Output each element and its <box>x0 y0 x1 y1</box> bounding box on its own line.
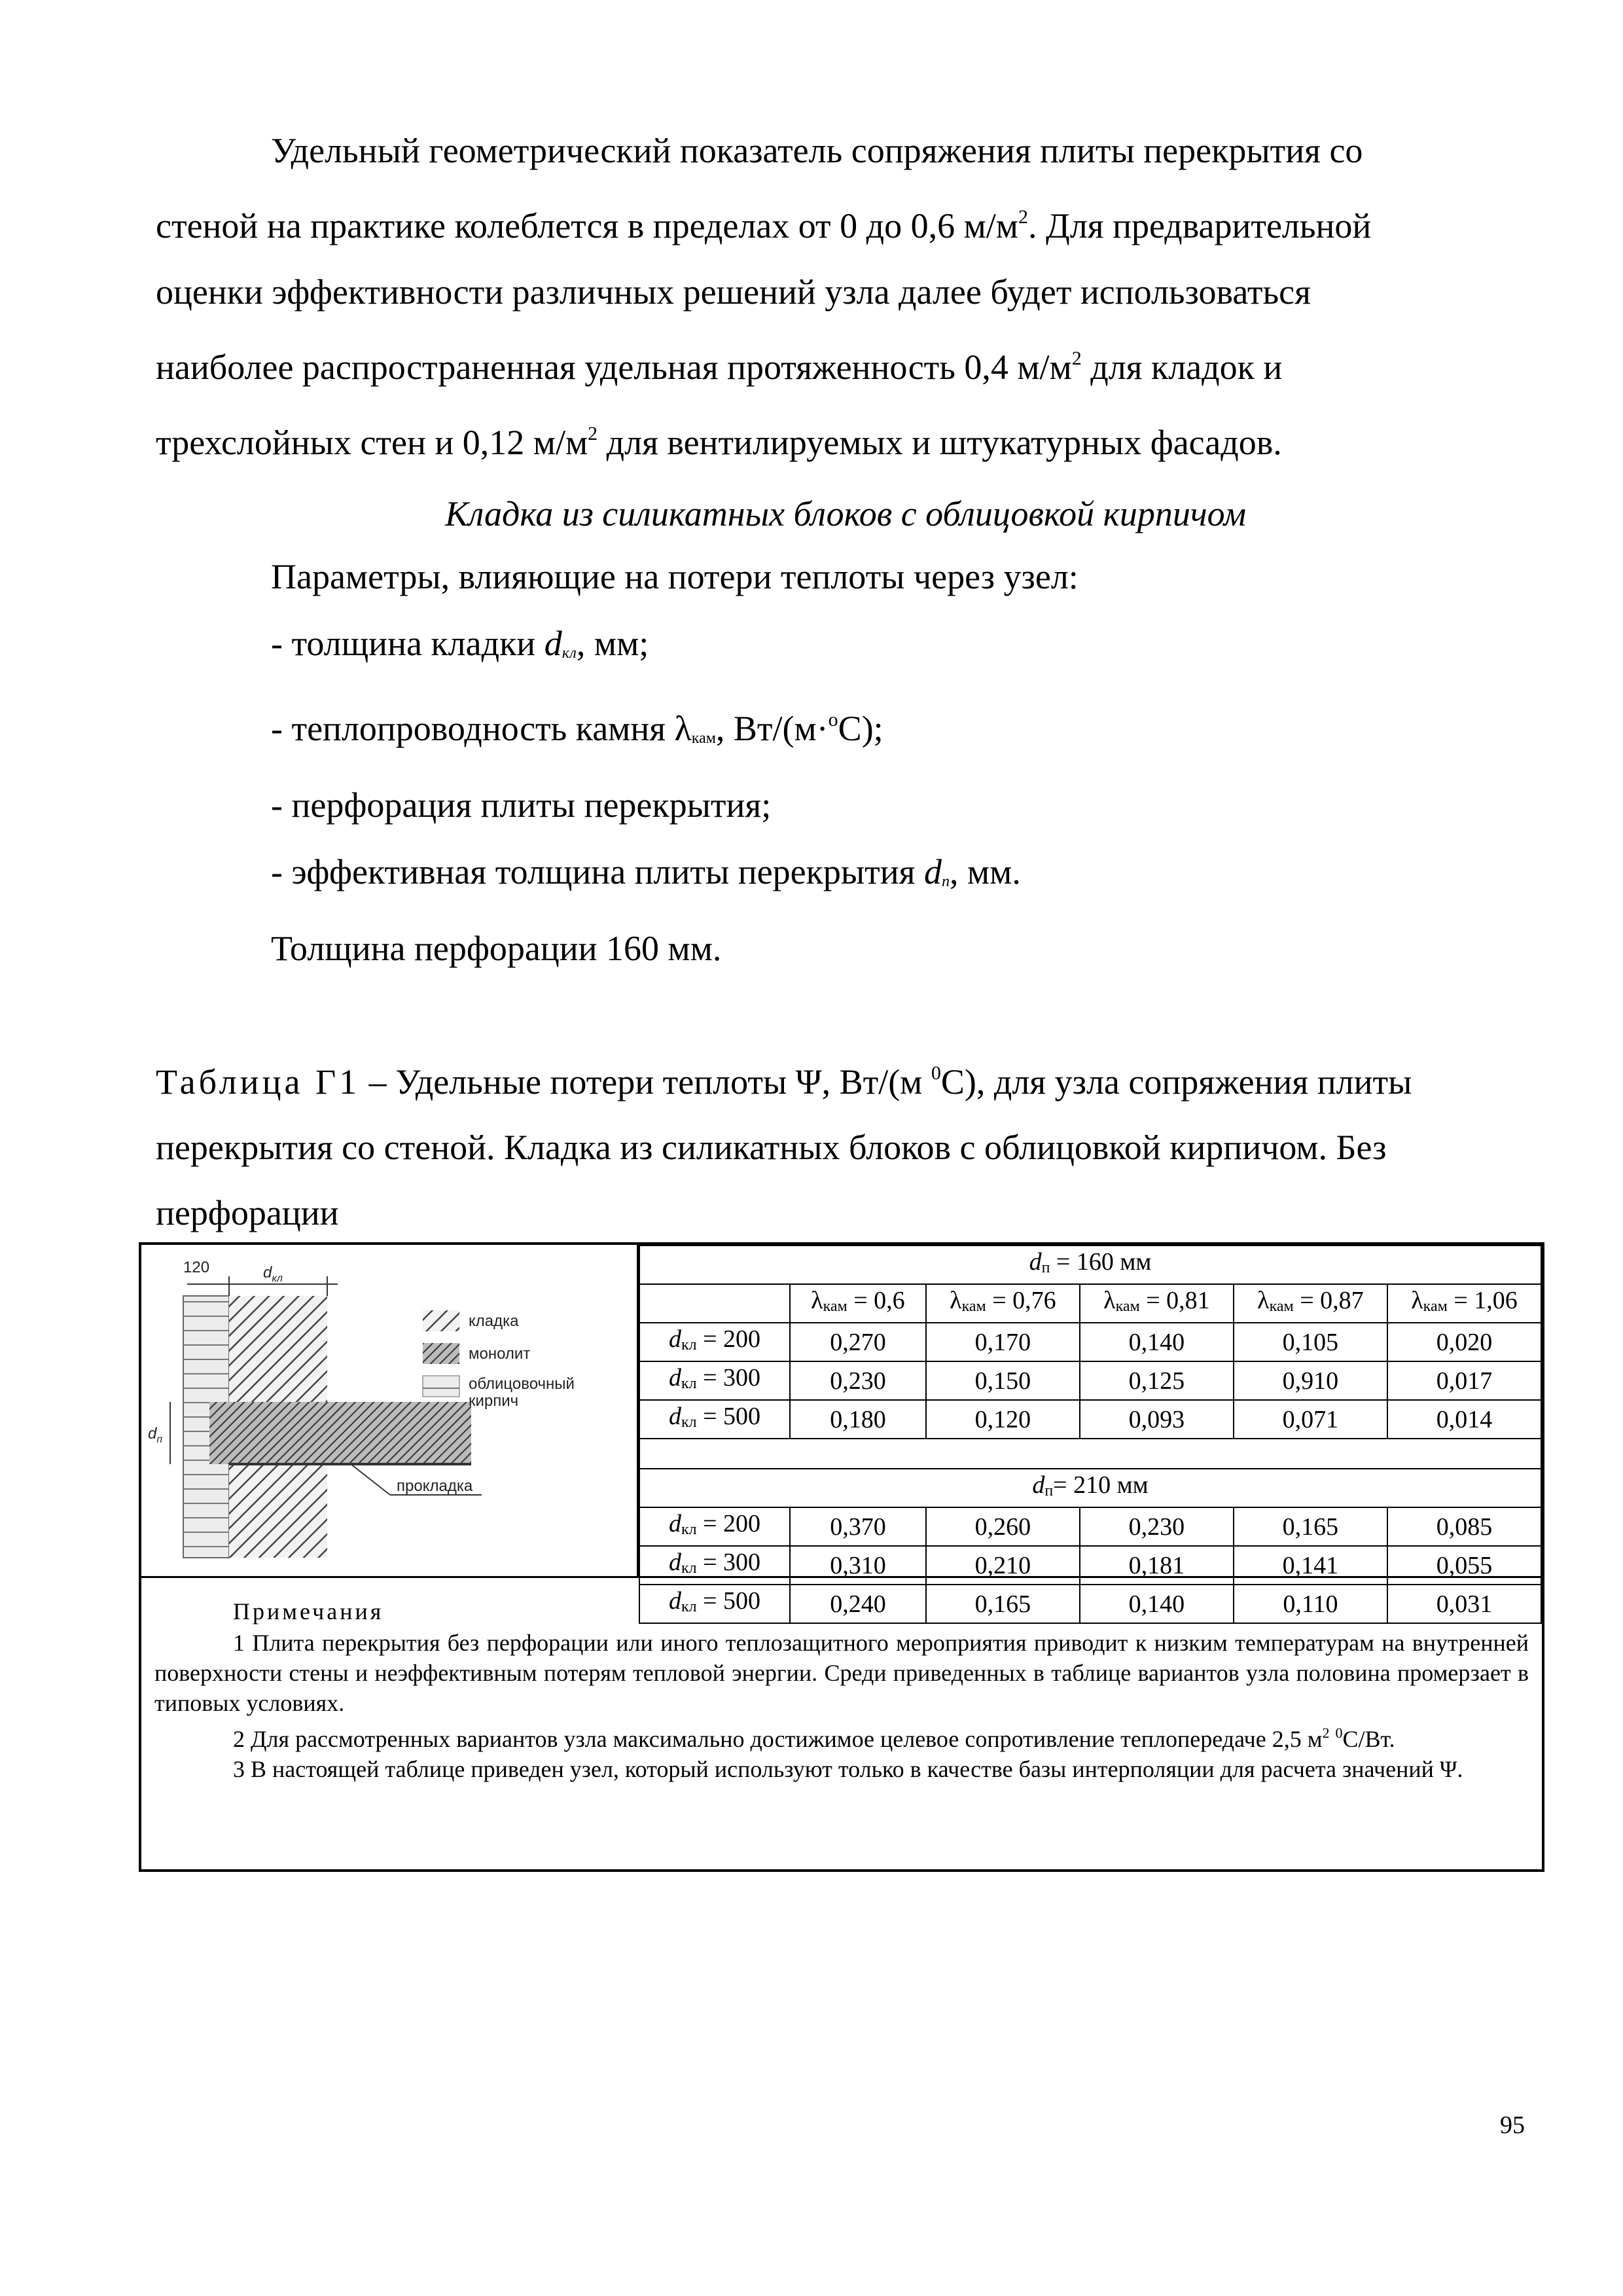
note-2-unit: С/Вт. <box>1342 1726 1395 1752</box>
table-cell: 0,910 <box>1234 1361 1387 1400</box>
param-thickness-symbol: d <box>544 624 562 663</box>
table-cell: 0,270 <box>790 1323 926 1361</box>
row-symbol: d <box>668 1325 681 1353</box>
param-slab-sub: п <box>941 873 950 890</box>
row-sub: кл <box>681 1598 697 1615</box>
row-header <box>639 1400 790 1439</box>
note-2-text: 2 Для рассмотренных вариантов узла максимально достижимое целевое сопротивление теплопередаче 2,5 м <box>233 1726 1323 1752</box>
lambda-value: = 0,6 <box>847 1287 905 1314</box>
legend-gasket: прокладка <box>397 1477 473 1495</box>
values-table <box>639 1245 1542 1624</box>
masonry-lower-shape <box>229 1464 327 1558</box>
param-conductivity-text: - теплопроводность камня <box>271 709 675 748</box>
table-cell: 0,141 <box>1234 1546 1387 1585</box>
note-2-sup-degree: 0 <box>1335 1725 1343 1741</box>
intro-paragraph <box>156 118 1535 476</box>
row-sub: кл <box>681 1521 697 1538</box>
group-header-210 <box>639 1469 1541 1507</box>
param-conductivity-sub: кам <box>691 730 716 747</box>
node-diagram-cell <box>141 1245 639 1576</box>
lambda-col-5 <box>1387 1284 1541 1323</box>
legend-masonry: кладка <box>469 1312 519 1330</box>
lambda-col-2 <box>926 1284 1080 1323</box>
row-sub: кл <box>681 1336 697 1354</box>
table-cell: 0,310 <box>790 1546 926 1585</box>
table-cell: 0,180 <box>790 1400 926 1439</box>
table-spacer-row <box>639 1439 1541 1469</box>
intro-line-1: Удельный геометрический показатель сопряжения плиты перекрытия со <box>271 131 1363 170</box>
group-160-label: = 160 мм <box>1050 1248 1152 1276</box>
param-conductivity-unit: , Вт/(м· <box>715 709 829 748</box>
table-cell: 0,120 <box>926 1400 1080 1439</box>
dim-dp-label <box>148 1425 162 1445</box>
table-caption-sup: 0 <box>931 1062 941 1084</box>
table-cell: 0,260 <box>926 1507 1080 1546</box>
lambda-sub: кам <box>823 1298 847 1315</box>
param-thickness-unit: , мм; <box>576 624 649 663</box>
spacer-cell <box>639 1439 1541 1469</box>
table-cell: 0,020 <box>1387 1323 1541 1361</box>
table-cell: 0,165 <box>1234 1507 1387 1546</box>
table-cell: 0,031 <box>1387 1585 1541 1623</box>
table-cell: 0,055 <box>1387 1546 1541 1585</box>
row-sub: кл <box>681 1414 697 1431</box>
param-thickness-sub: кл <box>562 645 577 662</box>
section-subtitle: Кладка из силикатных блоков с облицовкой кирпичом <box>444 494 1247 533</box>
table-cell: 0,230 <box>790 1361 926 1400</box>
intro-line-4: наиболее распространенная удельная протяженность 0,4 м/м <box>156 348 1072 387</box>
table-caption-text: – Удельные потери теплоты Ψ, Вт/(м <box>360 1062 931 1102</box>
note-2 <box>154 1718 1529 1754</box>
row-header <box>639 1361 790 1400</box>
gasket-leader-line <box>351 1464 390 1495</box>
legend-monolith: монолит <box>469 1345 531 1363</box>
group-210-sub: п <box>1044 1482 1054 1499</box>
group-160-symbol: d <box>1029 1248 1042 1276</box>
lambda-sub: кам <box>961 1298 986 1315</box>
table-cell: 0,140 <box>1080 1585 1234 1623</box>
table-cell: 0,370 <box>790 1507 926 1546</box>
row-symbol: d <box>668 1587 681 1615</box>
dim-dp-sub: п <box>156 1434 163 1445</box>
table-cell: 0,014 <box>1387 1400 1541 1439</box>
table-cell: 0,170 <box>926 1323 1080 1361</box>
row-symbol: d <box>668 1403 681 1430</box>
table-cell: 0,093 <box>1080 1400 1234 1439</box>
legend-brick-2: кирпич <box>469 1392 519 1410</box>
row-symbol: d <box>668 1364 681 1391</box>
table-caption-text-2: С), для узла сопряжения плиты <box>940 1062 1412 1102</box>
table-group-header <box>639 1246 1541 1284</box>
node-diagram <box>141 1245 636 1574</box>
param-conductivity <box>271 687 1514 772</box>
table-cell: 0,125 <box>1080 1361 1234 1400</box>
group-210-label: = 210 мм <box>1053 1471 1149 1499</box>
parameters-list <box>271 543 1514 982</box>
dim-dp-symbol: d <box>148 1425 157 1443</box>
row-header <box>639 1507 790 1546</box>
table-cell: 0,140 <box>1080 1323 1234 1361</box>
intro-line-5b: для вентилируемых и штукатурных фасадов. <box>597 423 1282 462</box>
page-number: 95 <box>1500 2111 1525 2139</box>
table-row <box>639 1361 1541 1400</box>
lambda-symbol: λ <box>1411 1287 1423 1314</box>
param-perforation: - перфорация плиты перекрытия; <box>271 785 772 825</box>
lambda-value: = 0,76 <box>986 1287 1056 1314</box>
intro-line-5: трехслойных стен и 0,12 м/м <box>156 423 588 462</box>
lambda-value: = 0,81 <box>1139 1287 1210 1314</box>
legend-brick-1: облицовочный <box>469 1375 575 1393</box>
dim-dkl-label <box>263 1264 283 1284</box>
lambda-value: = 1,06 <box>1447 1287 1518 1314</box>
table-cell: 0,017 <box>1387 1361 1541 1400</box>
table-row <box>639 1323 1541 1361</box>
lambda-col-4 <box>1234 1284 1387 1323</box>
params-intro: Параметры, влияющие на потери теплоты через узел: <box>271 557 1079 596</box>
table-row <box>639 1400 1541 1439</box>
notes-title: Примечания <box>233 1598 384 1624</box>
table-cell: 0,210 <box>926 1546 1080 1585</box>
row-header <box>639 1323 790 1361</box>
legend-swatch-brick <box>423 1376 459 1397</box>
row-label: = 500 <box>696 1403 761 1430</box>
param-slab-text: - эффективная толщина плиты перекрытия <box>271 852 924 891</box>
table-caption-line-3: перфорации <box>156 1193 339 1232</box>
lambda-value: = 0,87 <box>1293 1287 1364 1314</box>
note-1: 1 Плита перекрытия без перфорации или иного теплозащитного мероприятия приводит к низким температурам на внутренней поверхности стены и неэффективным потерям тепловой энергии. Среди приведенных в таблице вариантов узла половина промерзает в типовых условиях. <box>154 1630 1529 1716</box>
table-caption-line-2: перекрытия со стеной. Кладка из силикатных блоков с облицовкой кирпичом. Без <box>156 1128 1387 1167</box>
param-perforation-thickness: Толщина перфорации 160 мм. <box>271 929 722 968</box>
table-cell: 0,150 <box>926 1361 1080 1400</box>
lambda-sub: кам <box>1423 1298 1448 1315</box>
lambda-header-row <box>639 1284 1541 1323</box>
group-210-symbol: d <box>1032 1471 1045 1499</box>
intro-sup-3: 2 <box>588 423 598 444</box>
row-label: = 200 <box>696 1510 761 1537</box>
intro-line-2b: . Для предварительной <box>1027 206 1372 245</box>
table-caption-number: Таблица Г1 <box>156 1062 361 1102</box>
param-thickness <box>271 610 1514 687</box>
table-cell: 0,071 <box>1234 1400 1387 1439</box>
intro-sup-2: 2 <box>1071 348 1082 369</box>
row-label: = 300 <box>696 1364 761 1391</box>
table-row <box>639 1507 1541 1546</box>
lambda-symbol: λ <box>1103 1287 1116 1314</box>
group-header-160 <box>639 1246 1541 1284</box>
table-cell: 0,165 <box>926 1585 1080 1623</box>
legend-swatch-masonry <box>423 1310 459 1331</box>
lambda-col-1 <box>790 1284 926 1323</box>
table-notes <box>141 1576 1542 1872</box>
param-slab-thickness <box>271 838 1514 915</box>
row-symbol: d <box>668 1510 681 1537</box>
table-cell: 0,230 <box>1080 1507 1234 1546</box>
param-slab-unit: , мм. <box>949 852 1021 891</box>
row-sub: кл <box>681 1375 697 1392</box>
lambda-sub: кам <box>1269 1298 1294 1315</box>
lambda-sub: кам <box>1115 1298 1140 1315</box>
slab-shape <box>209 1402 471 1464</box>
heat-loss-table <box>139 1242 1544 1872</box>
param-slab-symbol: d <box>923 852 942 891</box>
param-conductivity-unit-end: С); <box>838 709 883 748</box>
note-3: 3 В настоящей таблице приведен узел, который используют только в качестве базы интерполяции для расчета значений Ψ. <box>233 1756 1463 1782</box>
row-label: = 500 <box>696 1587 761 1615</box>
intro-sup-1: 2 <box>1018 206 1028 228</box>
param-conductivity-symbol: λ <box>674 709 692 748</box>
lambda-col-3 <box>1080 1284 1234 1323</box>
masonry-upper-shape <box>229 1296 327 1414</box>
intro-line-3: оценки эффективности различных решений узла далее будет использоваться <box>156 272 1311 312</box>
row-sub: кл <box>681 1560 697 1577</box>
table-group-header <box>639 1469 1541 1507</box>
table-cell: 0,105 <box>1234 1323 1387 1361</box>
corner-cell <box>639 1284 790 1323</box>
table-cell: 0,110 <box>1234 1585 1387 1623</box>
dim-120-label: 120 <box>183 1259 210 1276</box>
row-label: = 200 <box>696 1325 761 1353</box>
table-cell: 0,181 <box>1080 1546 1234 1585</box>
table-cell: 0,085 <box>1387 1507 1541 1546</box>
lambda-symbol: λ <box>811 1287 823 1314</box>
dim-dkl-symbol: d <box>263 1264 272 1282</box>
param-conductivity-sup: о <box>828 709 838 730</box>
intro-line-4b: для кладок и <box>1081 348 1283 387</box>
legend-swatch-monolith <box>423 1343 459 1364</box>
table-cell: 0,240 <box>790 1585 926 1623</box>
lambda-symbol: λ <box>950 1287 962 1314</box>
row-symbol: d <box>668 1549 681 1576</box>
intro-line-2: стеной на практике колеблется в пределах от 0 до 0,6 м/м <box>156 206 1018 245</box>
table-caption <box>156 1041 1535 1246</box>
lambda-symbol: λ <box>1257 1287 1270 1314</box>
dim-dkl-sub: кл <box>272 1273 283 1284</box>
row-label: = 300 <box>696 1549 761 1576</box>
group-160-sub: п <box>1041 1259 1050 1276</box>
param-thickness-text: - толщина кладки <box>271 624 544 663</box>
note-2-sup: 2 <box>1322 1725 1330 1741</box>
